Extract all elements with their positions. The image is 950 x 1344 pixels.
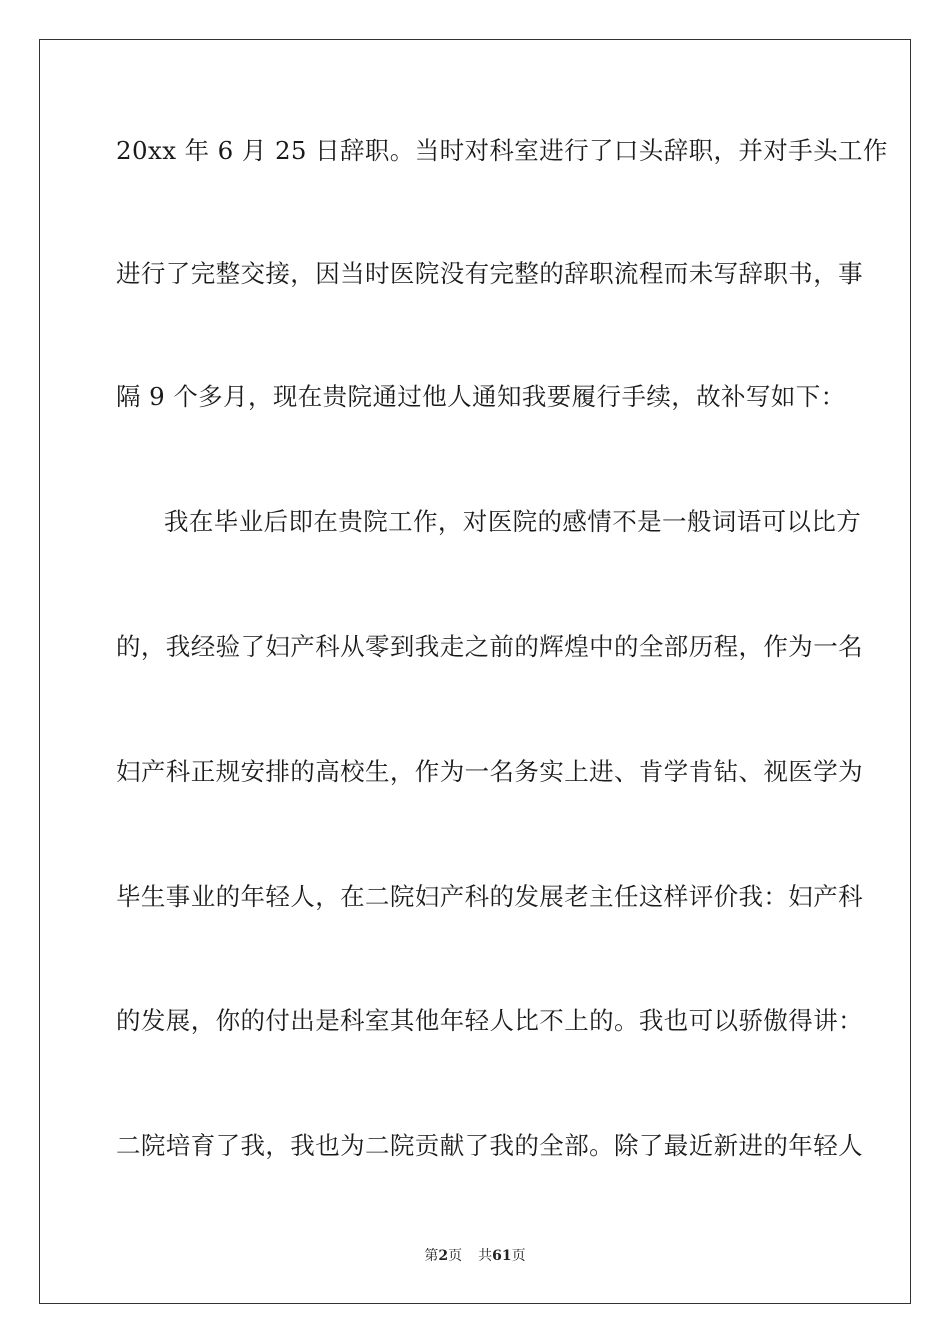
page-number: 2 xyxy=(438,1248,449,1264)
text-line-6: 妇产科正规安排的高校生，作为一名务实上进、肯学肯钻、视医学为 xyxy=(116,757,863,786)
total-pages: 61 xyxy=(492,1248,512,1264)
page-prefix: 第 xyxy=(424,1248,439,1264)
text-line-3: 隔 9 个多月，现在贵院通过他人通知我要履行手续，故补写如下： xyxy=(116,382,846,411)
text-line-2: 进行了完整交接，因当时医院没有完整的辞职流程而未写辞职书，事 xyxy=(116,259,863,288)
page-suffix: 页 xyxy=(448,1248,463,1264)
text-line-1: 20xx 年 6 月 25 日辞职。当时对科室进行了口头辞职，并对手头工作 xyxy=(116,136,888,165)
text-line-7: 毕生事业的年轻人，在二院妇产科的发展老主任这样评价我：妇产科 xyxy=(116,882,863,911)
text-line-8: 的发展，你的付出是科室其他年轻人比不上的。我也可以骄傲得讲： xyxy=(116,1006,863,1035)
total-suffix: 页 xyxy=(511,1248,526,1264)
page-border xyxy=(39,39,911,1304)
text-line-5: 的，我经验了妇产科从零到我走之前的辉煌中的全部历程，作为一名 xyxy=(116,632,863,661)
page-footer xyxy=(0,1247,950,1265)
total-prefix: 共 xyxy=(478,1248,493,1264)
text-line-4: 我在毕业后即在贵院工作，对医院的感情不是一般词语可以比方 xyxy=(164,507,862,536)
text-line-9: 二院培育了我，我也为二院贡献了我的全部。除了最近新进的年轻人 xyxy=(116,1131,863,1160)
